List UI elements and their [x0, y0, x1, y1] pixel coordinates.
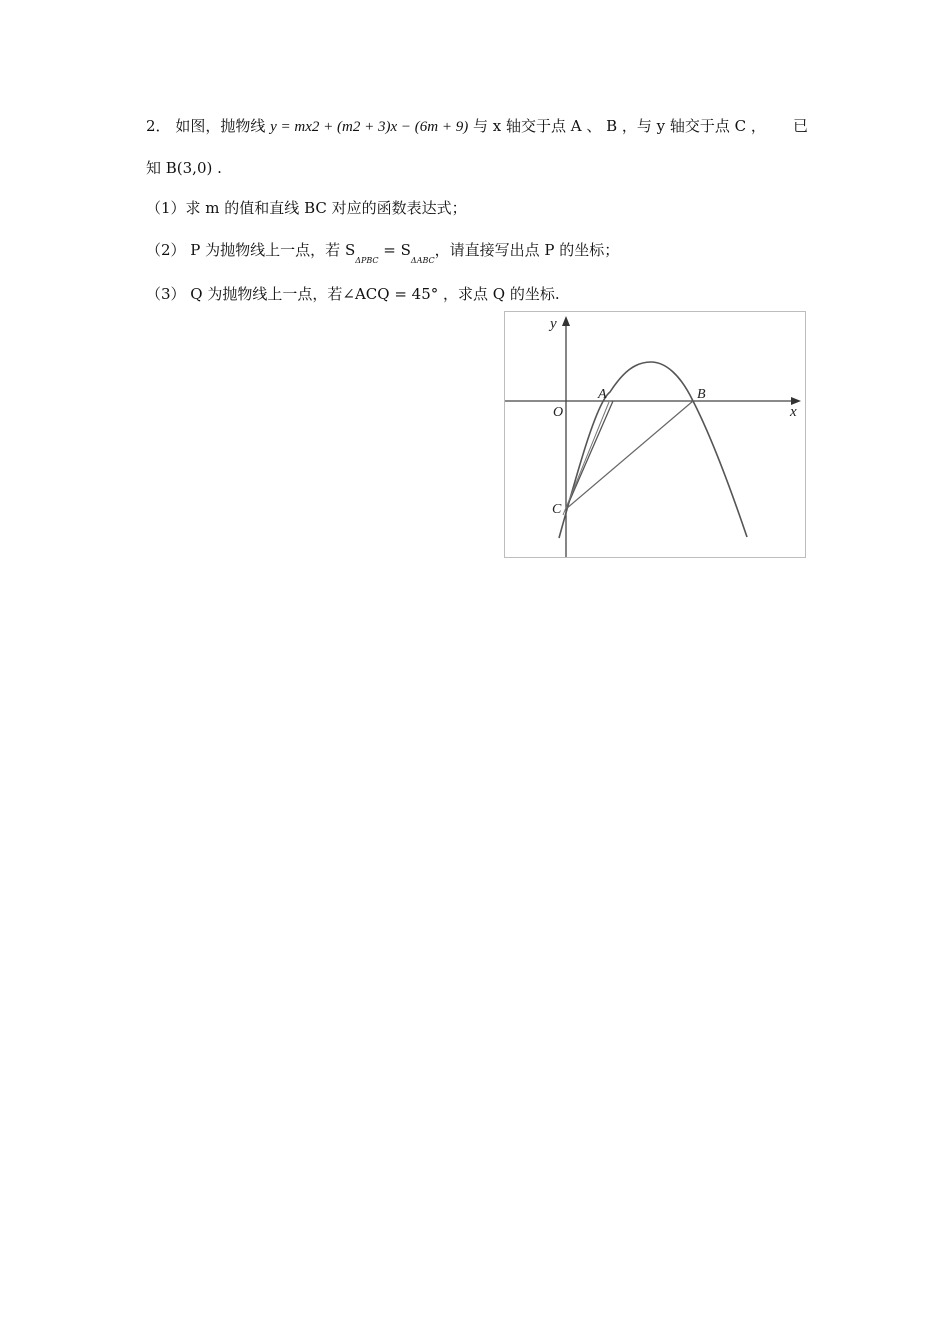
- label-y-axis: y: [550, 316, 557, 332]
- parabola-curve: [559, 362, 747, 538]
- problem-line1-end: 已: [792, 117, 808, 135]
- given-point-b: 知 B(3,0) .: [146, 159, 222, 177]
- question-3-text: （3） Q 为抛物线上一点，若∠ACQ = 45° ，求点 Q 的坐标.: [146, 285, 560, 303]
- segment-ac: [566, 401, 613, 509]
- parabola-equation: y = mx2 + (m2 + 3)x − (6m + 9): [270, 119, 469, 135]
- area-subscript-pbc: ΔPBC: [355, 256, 379, 265]
- problem-intro: 如图，抛物线: [175, 117, 266, 135]
- segment-bc: [566, 401, 693, 509]
- label-point-b: B: [697, 387, 706, 402]
- label-point-a: A: [598, 387, 607, 402]
- problem-intersections: 与 x 轴交于点 A 、 B ，与 y 轴交于点 C ，: [472, 117, 766, 135]
- label-x-axis: x: [790, 404, 797, 420]
- figure-svg: [505, 312, 805, 557]
- problem-number: 2．: [146, 117, 171, 135]
- question-3: [146, 284, 560, 304]
- question-1-text: （1）求 m 的值和直线 BC 对应的函数表达式；: [146, 199, 467, 217]
- question-2-prefix: （2） P 为抛物线上一点，若 S: [146, 241, 356, 259]
- question-2: [146, 240, 619, 263]
- segment-ac-double: [563, 402, 609, 515]
- question-2-suffix: ，请直接写出点 P 的坐标；: [434, 241, 620, 259]
- label-point-c: C: [552, 502, 562, 517]
- label-origin: O: [553, 405, 564, 420]
- question-1: [146, 198, 467, 218]
- y-axis-arrow-icon: [562, 316, 570, 326]
- problem-line-2: [146, 158, 222, 178]
- problem-line-1: [146, 116, 808, 137]
- area-subscript-abc: ΔABC: [410, 256, 435, 265]
- parabola-figure: [504, 311, 806, 558]
- area-equals: = S: [378, 241, 411, 259]
